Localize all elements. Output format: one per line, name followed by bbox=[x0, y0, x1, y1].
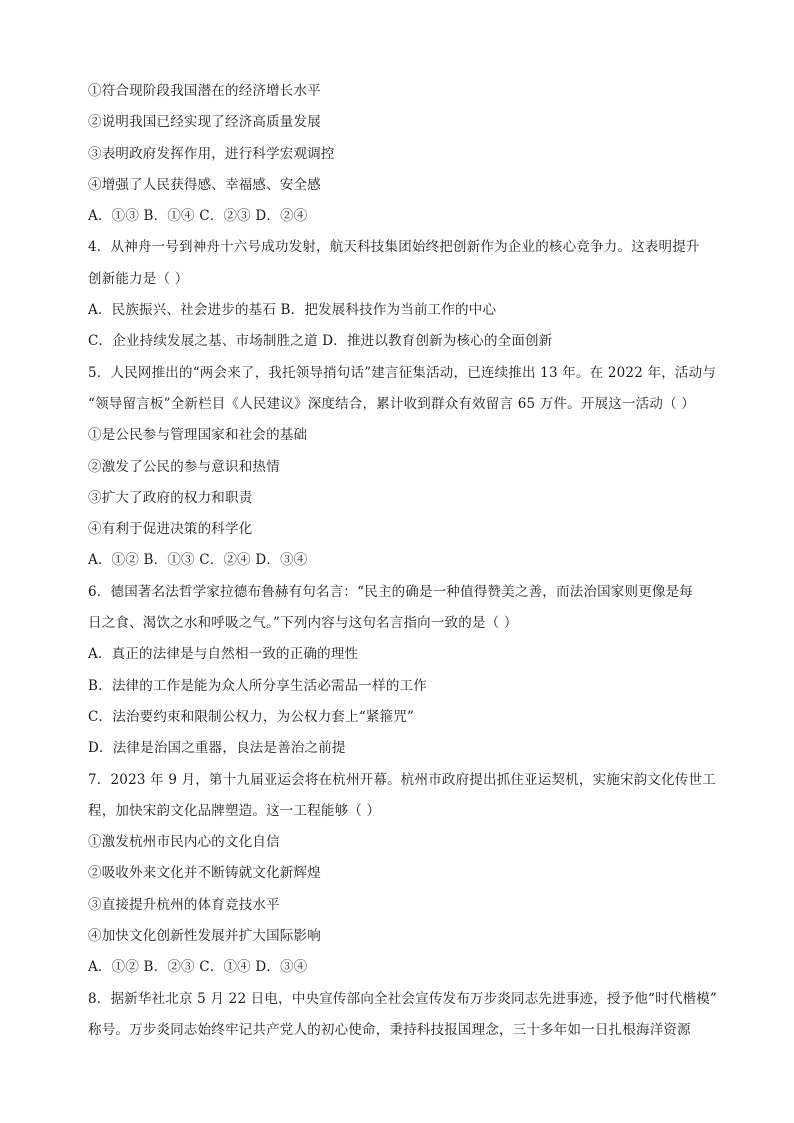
option-statement-2: ②激发了公民的参与意识和热情 bbox=[88, 458, 280, 475]
option-statement-3: ③表明政府发挥作用，进行科学宏观调控 bbox=[88, 145, 335, 162]
answer-choices: A．①② B．②③ C．①④ D．③④ bbox=[88, 959, 308, 976]
option-statement-3: ③扩大了政府的权力和职责 bbox=[88, 489, 253, 506]
answer-choices: A．①② B．①③ C．②④ D．③④ bbox=[88, 552, 308, 569]
question-6-stem: 6．德国著名法哲学家拉德布鲁赫有句名言：“民主的确是一种值得赞美之善，而法治国家则更像是每 bbox=[88, 583, 693, 600]
option-statement-2: ②说明我国已经实现了经济高质量发展 bbox=[88, 114, 321, 131]
question-4-stem-cont: 创新能力是（ ） bbox=[88, 270, 189, 287]
question-4-choices-cd: C．企业持续发展之基、市场制胜之道 D．推进以教育创新为核心的全面创新 bbox=[88, 333, 553, 350]
question-8-stem: 8．据新华社北京 5 月 22 日电，中央宣传部向全社会宣传发布万步炎同志先进事迹，授予他“时代楷模” bbox=[88, 990, 718, 1007]
option-statement-1: ①是公民参与管理国家和社会的基础 bbox=[88, 427, 308, 444]
question-7-stem: 7．2023 年 9 月，第十九届亚运会将在杭州开幕。杭州市政府提出抓住亚运契机，实施宋韵文化传世工 bbox=[88, 771, 716, 788]
option-statement-1: ①激发杭州市民内心的文化自信 bbox=[88, 834, 280, 851]
question-6-stem-cont: 日之食、渴饮之水和呼吸之气。”下列内容与这句名言指向一致的是（ ） bbox=[88, 615, 518, 632]
option-statement-4: ④增强了人民获得感、幸福感、安全感 bbox=[88, 176, 321, 193]
question-4-choices-ab: A．民族振兴、社会进步的基石 B．把发展科技作为当前工作的中心 bbox=[88, 302, 497, 319]
question-6-choice-d: D．法律是治国之重器，良法是善治之前提 bbox=[88, 740, 346, 757]
option-statement-1: ①符合现阶段我国潜在的经济增长水平 bbox=[88, 83, 321, 99]
answer-choices: A．①③ B．①④ C．②③ D．②④ bbox=[88, 208, 308, 225]
question-8-stem-cont: 称号。万步炎同志始终牢记共产党人的初心使命，秉持科技报国理念，三十多年如一日扎根海洋资源 bbox=[88, 1021, 691, 1038]
question-4-stem: 4．从神舟一号到神舟十六号成功发射，航天科技集团始终把创新作为企业的核心竞争力。这表明提升 bbox=[88, 239, 700, 256]
question-7-stem-cont: 程，加快宋韵文化品牌塑造。这一工程能够（ ） bbox=[88, 802, 381, 819]
question-6-choice-a: A．真正的法律是与自然相一致的正确的理性 bbox=[88, 646, 359, 663]
question-5-stem: 5．人民网推出的“两会来了，我托领导捎句话”建言征集活动，已连续推出 13 年。在 2022 年，活动与 bbox=[88, 364, 716, 381]
option-statement-4: ④加快文化创新性发展并扩大国际影响 bbox=[88, 928, 321, 945]
question-5-stem-cont: “领导留言板”全新栏目《人民建议》深度结合，累计收到群众有效留言 65 万件。开展这一活动（ ） bbox=[88, 395, 695, 412]
option-statement-4: ④有利于促进决策的科学化 bbox=[88, 521, 253, 538]
option-statement-3: ③直接提升杭州的体育竞技水平 bbox=[88, 896, 280, 913]
question-6-choice-b: B．法律的工作是能为众人所分享生活必需品一样的工作 bbox=[88, 677, 427, 694]
option-statement-2: ②吸收外来文化并不断铸就文化新辉煌 bbox=[88, 865, 321, 882]
document-page bbox=[88, 78, 728, 1048]
question-6-choice-c: C．法治要约束和限制公权力，为公权力套上“紧箍咒” bbox=[88, 708, 415, 725]
